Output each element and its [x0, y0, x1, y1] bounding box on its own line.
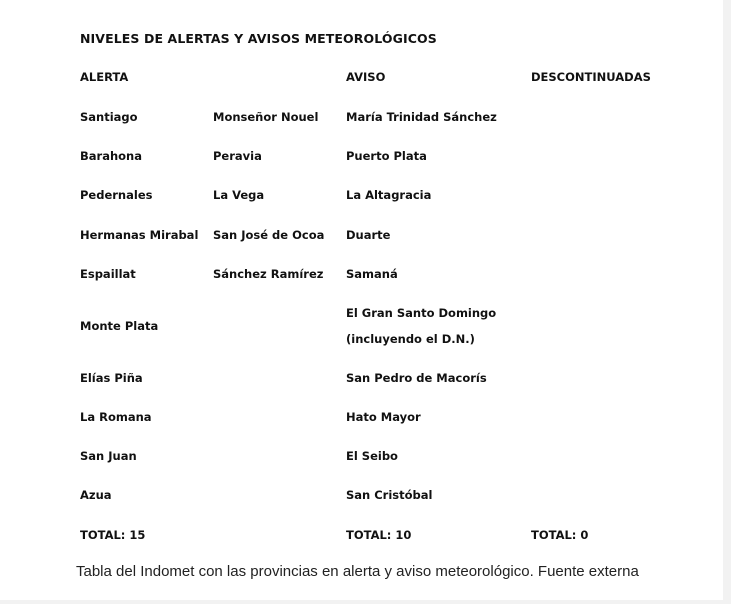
alerta-province: Pedernales	[80, 188, 153, 202]
alerta-province: San José de Ocoa	[213, 228, 325, 242]
page-edge-right	[723, 0, 731, 604]
aviso-province: Hato Mayor	[346, 410, 421, 424]
alerta-province: Barahona	[80, 149, 142, 163]
aviso-province: El Gran Santo Domingo	[346, 306, 497, 320]
aviso-province: El Seibo	[346, 449, 398, 463]
page-edge-bottom	[0, 600, 731, 604]
alerta-province: La Vega	[213, 188, 265, 202]
alerta-province: San Juan	[80, 449, 137, 463]
header-descontinuadas: DESCONTINUADAS	[531, 70, 651, 84]
alerta-province: Monseñor Nouel	[213, 110, 319, 124]
alerta-province: Hermanas Mirabal	[80, 228, 199, 242]
table-title: NIVELES DE ALERTAS Y AVISOS METEOROLÓGICOS	[80, 31, 437, 46]
alerta-province: Espaillat	[80, 267, 136, 281]
total-descontinuadas: TOTAL: 0	[531, 528, 589, 542]
aviso-province: Duarte	[346, 228, 391, 242]
aviso-province: Puerto Plata	[346, 149, 427, 163]
alerta-province: Azua	[80, 488, 112, 502]
aviso-province: San Cristóbal	[346, 488, 433, 502]
alerta-province: Santiago	[80, 110, 138, 124]
header-alerta: ALERTA	[80, 70, 129, 84]
aviso-province: La Altagracia	[346, 188, 432, 202]
image-caption: Tabla del Indomet con las provincias en alerta y aviso meteorológico. Fuente externa	[76, 563, 639, 580]
alerta-province: Peravia	[213, 149, 262, 163]
total-alerta: TOTAL: 15	[80, 528, 146, 542]
alerta-province: La Romana	[80, 410, 152, 424]
alerta-province: Elías Piña	[80, 371, 143, 385]
alerta-province: Monte Plata	[80, 319, 159, 333]
header-aviso: AVISO	[346, 70, 386, 84]
total-aviso: TOTAL: 10	[346, 528, 412, 542]
aviso-province-note: (incluyendo el D.N.)	[346, 332, 475, 346]
aviso-province: María Trinidad Sánchez	[346, 110, 497, 124]
alerta-province: Sánchez Ramírez	[213, 267, 324, 281]
aviso-province: San Pedro de Macorís	[346, 371, 487, 385]
aviso-province: Samaná	[346, 267, 398, 281]
